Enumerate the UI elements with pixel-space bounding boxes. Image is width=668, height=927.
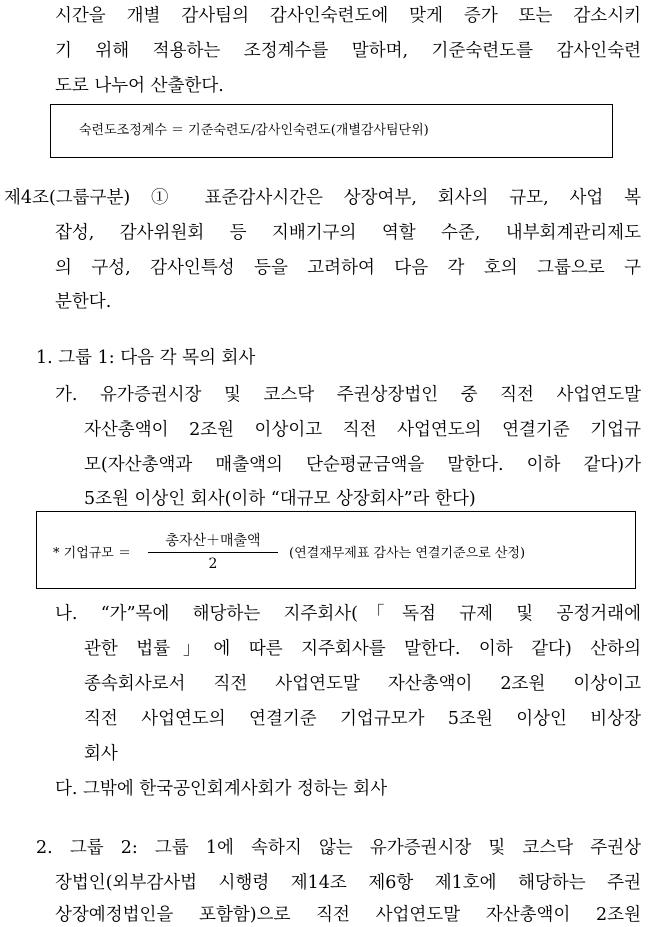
item-1-heading: 1. 그룹 1: 다음 각 목의 회사 [36,348,256,368]
fraction-bar [148,552,278,553]
item-line: 가. 유가증권시장 및 코스닥 주권상장법인 중 직전 사업연도말 [55,385,641,405]
article-line: 의 구성, 감사인특성 등을 고려하여 다음 각 호의 그룹으로 구 [55,258,641,278]
item-1-da: 다. 그밖에 한국공인회계사회가 정하는 회사 [55,779,388,799]
item-line: 장법인(외부감사법 시행령 제14조 제6항 제1호에 해당하는 주권 [55,873,641,893]
article-line: 제4조(그룹구분) ① 표준감사시간은 상장여부, 회사의 규모, 사업 복 [4,188,641,208]
item-line: 상장예정법인을 포함함)으로 직전 사업연도말 자산총액이 2조원 [55,905,641,925]
formula-box-proficiency [50,104,613,158]
item-line: 5조원 이상인 회사(이하 “대규모 상장회사”라 한다) [84,489,476,509]
formula-size-numerator: 총자산＋매출액 [165,533,261,549]
article-line: 분한다. [55,292,112,312]
intro-line: 도로 나누어 산출한다. [55,76,224,96]
item-line: 모(자산총액과 매출액의 단순평균금액을 말한다. 이하 같다)가 [84,455,641,475]
formula-size-note: (연결재무제표 감사는 연결기준으로 산정) [289,546,526,561]
item-line: 종속회사로서 직전 사업연도말 자산총액이 2조원 이상이고 [84,674,641,694]
intro-line: 시간을 개별 감사팀의 감사인숙련도에 맞게 증가 또는 감소시키 [55,6,641,26]
item-line: 나. “가”목에 해당하는 지주회사(「독점 규제 및 공정거래에 [55,604,641,624]
article-line: 잡성, 감사위원회 등 지배기구의 역할 수준, 내부회계관리제도 [55,223,641,243]
item-line: 관한 법률」에 따른 지주회사를 말한다. 이하 같다) 산하의 [84,639,641,659]
formula-size-prefix: * 기업규모 ＝ [53,546,131,561]
formula-box-company-size [36,511,636,589]
intro-line: 기 위해 적용하는 조정계수를 말하며, 기준숙련도를 감사인숙련 [55,41,641,61]
formula-size-denominator: 2 [208,556,218,572]
item-line: 직전 사업연도의 연결기준 기업규모가 5조원 이상인 비상장 [84,709,641,729]
item-line: 2. 그룹 2: 그룹 1에 속하지 않는 유가증권시장 및 코스닥 주권상 [36,838,641,858]
formula-proficiency-text: 숙련도조정계수 ＝ 기준숙련도/감사인숙련도(개별감사팀단위) [79,123,429,138]
item-line: 회사 [84,744,118,764]
item-line: 자산총액이 2조원 이상이고 직전 사업연도의 연결기준 기업규 [84,420,641,440]
